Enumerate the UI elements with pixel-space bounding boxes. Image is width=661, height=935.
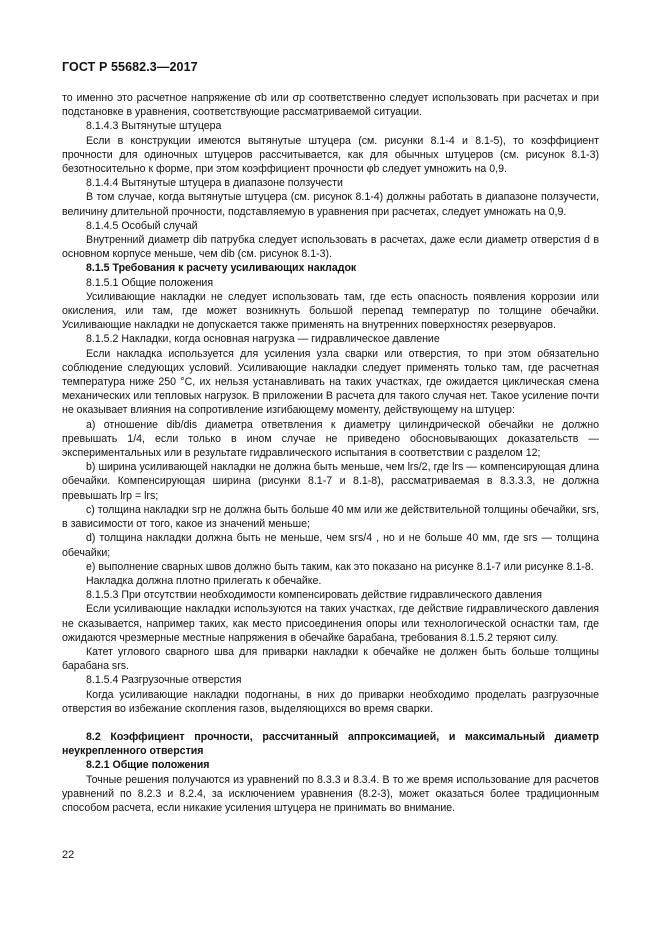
section-heading-8-1-5-2: 8.1.5.2 Накладки, когда основная нагрузка — гидравлическое давление — [86, 333, 440, 346]
page-number: 22 — [62, 849, 75, 861]
list-item-e: e) выполнение сварных швов должно быть таким, как это показано на рисунке 8.1-7 или рисунке 8.1-8. — [86, 560, 594, 573]
section-gap — [62, 716, 599, 730]
paragraph: Катет углового сварного шва для приварки накладки к обечайке не должен быть больше толщины барабана srs. — [62, 645, 599, 673]
list-item-a: a) отношение dib/dis диаметра ответвления к диаметру цилиндрической обечайки не должно превышать 1/4, если только в ином случае не приведено обосновывающих доказательств — экспериментальных или в результате гидравлического испытания в соответствии с разделом 12; — [62, 418, 599, 460]
section-heading-8-1-5: 8.1.5 Требования к расчету усиливающих накладок — [86, 262, 357, 275]
paragraph: Когда усиливающие накладки подогнаны, в них до приварки необходимо проделать разгрузочные отверстия во избежание скопления газов, выделяющихся во время сварки. — [62, 688, 599, 715]
section-heading-8-1-4-4: 8.1.4.4 Вытянутые штуцера в диапазоне ползучести — [86, 177, 343, 190]
paragraph: Внутренний диаметр dib патрубка следует использовать в расчетах, даже если диаметр отверстия d в основном корпусе меньше, чем dib (см. рисунок 8.1-3). — [62, 234, 599, 261]
paragraph: Точные решения получаются из уравнений по 8.3.3 и 8.3.4. В то же время использование для расчетов уравнений по 8.2.3 и 8.2.4, за исключением уравнения (8.2-3), может оказаться более традиционным способом расчета, если никакие усиления штуцера не принимать во внимание. — [62, 773, 599, 814]
list-item-c: c) толщина накладки srp не должна быть больше 40 мм или же действительной толщины обечайки, srs, в зависимости от того, какое из значений меньше; — [62, 503, 600, 531]
paragraph: В том случае, когда вытянутые штуцера (см. рисунок 8.1-4) должны работать в диапазоне ползучести, величину длительной прочности, подставляемую в уравнения при расчетах, следует умножать на 0,9. — [62, 191, 599, 218]
list-item-d: d) толщина накладки должна быть не меньше, чем srs/4 , но и не больше 40 мм, где srs — толщина обечайки; — [62, 532, 599, 559]
section-heading-8-1-4-3: 8.1.4.3 Вытянутые штуцера — [86, 120, 222, 133]
document-body — [62, 91, 599, 815]
paragraph: Если в конструкции имеются вытянутые штуцера (см. рисунки 8.1-4 и 8.1-5), то коэффициент прочности для одиночных штуцеров рассчитывается, как для обычных штуцеров (см. рисунок 8.1-3) безотносительно к форме, при этом коэффициент прочности φb следует умножить на 0,9. — [62, 134, 599, 176]
section-heading-8-1-5-3: 8.1.5.3 При отсутствии необходимости компенсировать действие гидравлического давления — [86, 589, 542, 602]
section-heading-8-1-5-1: 8.1.5.1 Общие положения — [86, 276, 214, 289]
section-heading-8-1-4-5: 8.1.4.5 Особый случай — [86, 219, 198, 232]
paragraph: Если накладка используется для усиления узла сварки или отверстия, то при этом обязательно соблюдение следующих условий. Усиливающие накладки следует применять только там, где расчетная температура ниже 250 °С, их нельзя устанавливать на таких участках, где ожидается циклическая смена механических или тепловых нагрузок. В приложении В расчета для такого случая нет. Такое усиление почти не оказывает влияния на сопротивление изгибающему моменту, действующему на штуцер: — [62, 347, 599, 417]
list-item-b: b) ширина усиливающей накладки не должна быть меньше, чем lrs/2, где lrs — компенсирующая длина обечайки. Компенсирующая ширина (рисунки 8.1-7 и 8.1-8), рассматриваемая в 8.3.3.3, не должна превышать lrp = lrs; — [62, 461, 599, 502]
paragraph: то именно это расчетное напряжение σb или σp соответственно следует использовать при расчетах и при подстановке в уравнения, соответствующие рассматриваемой ситуации. — [62, 92, 599, 119]
paragraph: Накладка должна плотно прилегать к обечайке. — [86, 574, 322, 587]
section-heading-8-2-1: 8.2.1 Общие положения — [86, 759, 210, 772]
paragraph: Если усиливающие накладки используются на таких участках, где действие гидравлического давления не сказывается, например таких, как место присоединения опоры или технологической оснастки там, где ожидаются чрезмерные местные напряжения в обечайке барабана, требования 8.1.5.2 теряют силу. — [62, 603, 599, 644]
section-heading-8-1-5-4: 8.1.5.4 Разгрузочные отверстия — [86, 674, 242, 687]
paragraph: Усиливающие накладки не следует использовать там, где есть опасность появления коррозии или окисления, или там, где может возникнуть большой перепад температур по толщине обечайки. Усиливающие накладки не допускается также применять на внутренних поверхностях резервуаров. — [62, 290, 599, 332]
document-header: ГОСТ Р 55682.3—2017 — [62, 60, 198, 74]
section-heading-8-2: 8.2 Коэффициент прочности, рассчитанный аппроксимацией, и максимальный диаметр неукрепленного отверстия — [62, 730, 599, 758]
